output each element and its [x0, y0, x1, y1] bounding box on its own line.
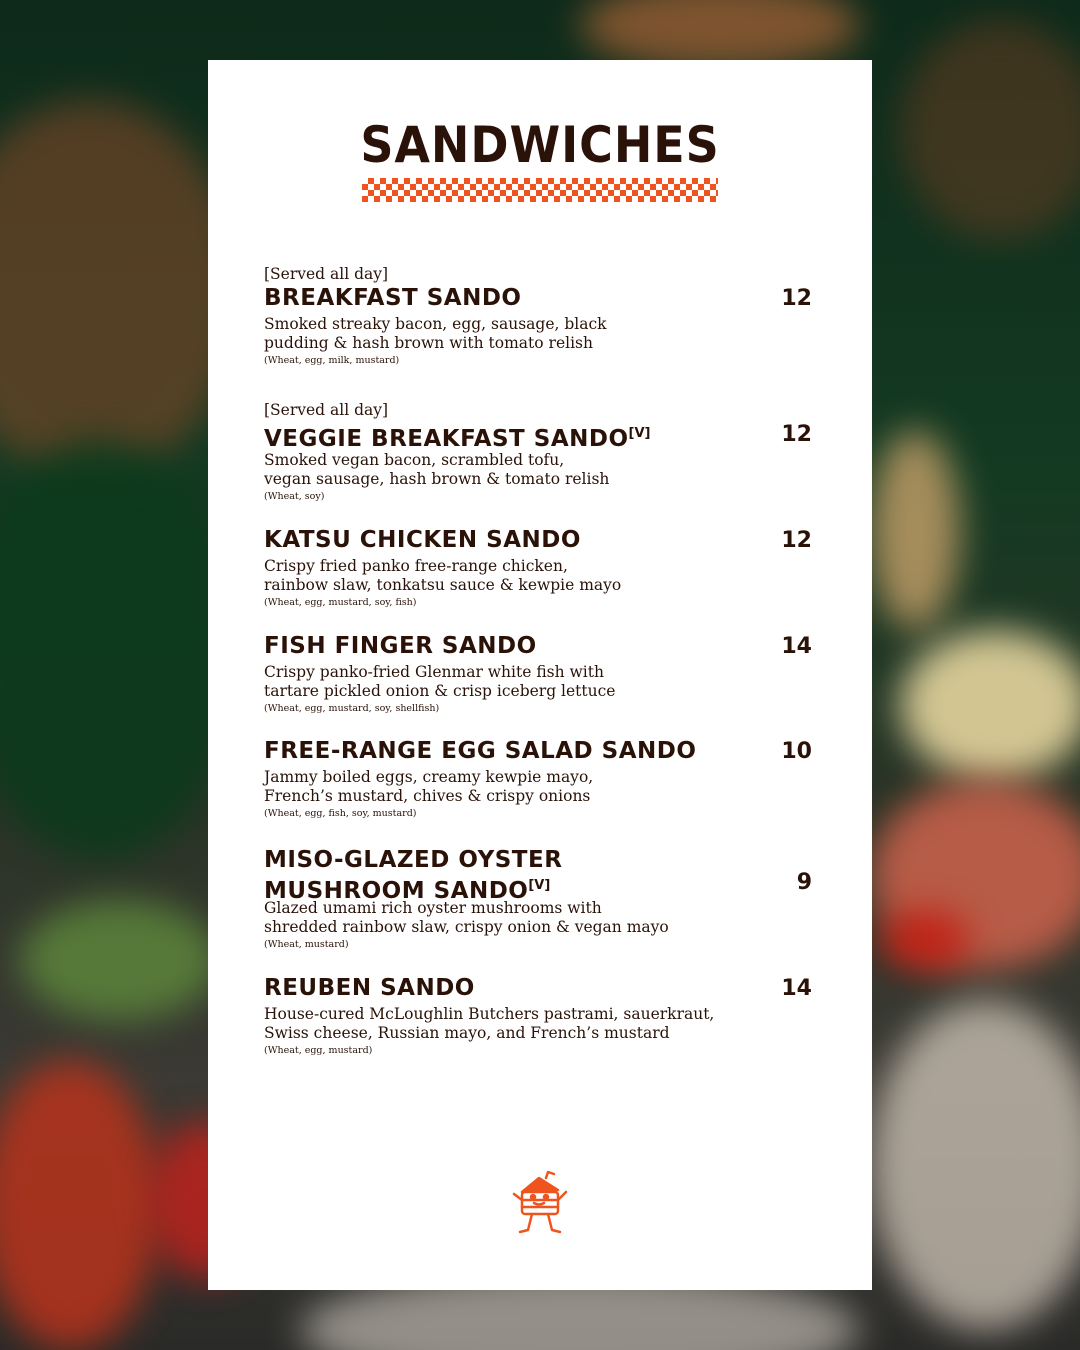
item-name: FREE-RANGE EGG SALAD SANDO: [264, 738, 697, 764]
item-allergens: (Wheat, egg, mustard, soy, shellfish): [264, 703, 440, 714]
item-allergens: (Wheat, egg, mustard): [264, 1045, 373, 1056]
item-description: Glazed umami rich oyster mushrooms with shredded rainbow slaw, crispy onion & vegan mayo: [264, 899, 669, 936]
menu-item: [264, 527, 824, 610]
item-price: 12: [781, 286, 812, 311]
item-description: Crispy fried panko free-range chicken, rainbow slaw, tonkatsu sauce & kewpie mayo: [264, 557, 622, 594]
item-description: Jammy boiled eggs, creamy kewpie mayo, French’s mustard, chives & crispy onions: [264, 768, 594, 805]
menu-item: [264, 975, 824, 1058]
item-price: 9: [796, 870, 812, 895]
sandwich-mascot-icon: [508, 1170, 570, 1242]
item-name: REUBEN SANDO: [264, 975, 475, 1001]
item-price: 12: [781, 422, 812, 447]
item-note: [Served all day]: [264, 401, 389, 419]
menu-item: [264, 847, 824, 952]
item-description: Smoked streaky bacon, egg, sausage, black pudding & hash brown with tomato relish: [264, 315, 607, 352]
menu-item: [264, 401, 824, 504]
item-description: House-cured McLoughlin Butchers pastrami, sauerkraut, Swiss cheese, Russian mayo, and French’s mustard: [264, 1005, 715, 1042]
item-name: KATSU CHICKEN SANDO: [264, 527, 581, 553]
item-price: 10: [781, 739, 812, 764]
item-price: 12: [781, 528, 812, 553]
checkered-divider: [362, 178, 718, 202]
item-allergens: (Wheat, mustard): [264, 939, 349, 950]
item-name: MISO-GLAZED OYSTER MUSHROOM SANDO: [264, 847, 563, 904]
menu-title: SANDWICHES: [360, 116, 720, 174]
menu-card: [208, 60, 872, 1290]
vegan-tag: [V]: [528, 878, 551, 893]
item-allergens: (Wheat, egg, mustard, soy, fish): [264, 597, 417, 608]
item-name: VEGGIE BREAKFAST SANDO: [264, 426, 629, 452]
item-note: [Served all day]: [264, 265, 389, 283]
menu-item: [264, 633, 824, 716]
item-price: 14: [781, 634, 812, 659]
item-description: Smoked vegan bacon, scrambled tofu, vegan sausage, hash brown & tomato relish: [264, 451, 610, 488]
item-allergens: (Wheat, egg, fish, soy, mustard): [264, 808, 417, 819]
item-price: 14: [781, 976, 812, 1001]
menu-item: [264, 738, 824, 821]
menu-item: [264, 265, 824, 368]
vegan-tag: [V]: [628, 426, 651, 441]
item-allergens: (Wheat, egg, milk, mustard): [264, 355, 400, 366]
item-description: Crispy panko-fried Glenmar white fish with tartare pickled onion & crisp iceberg lettuce: [264, 663, 616, 700]
item-name: BREAKFAST SANDO: [264, 285, 522, 311]
item-allergens: (Wheat, soy): [264, 491, 325, 502]
item-name: FISH FINGER SANDO: [264, 633, 537, 659]
